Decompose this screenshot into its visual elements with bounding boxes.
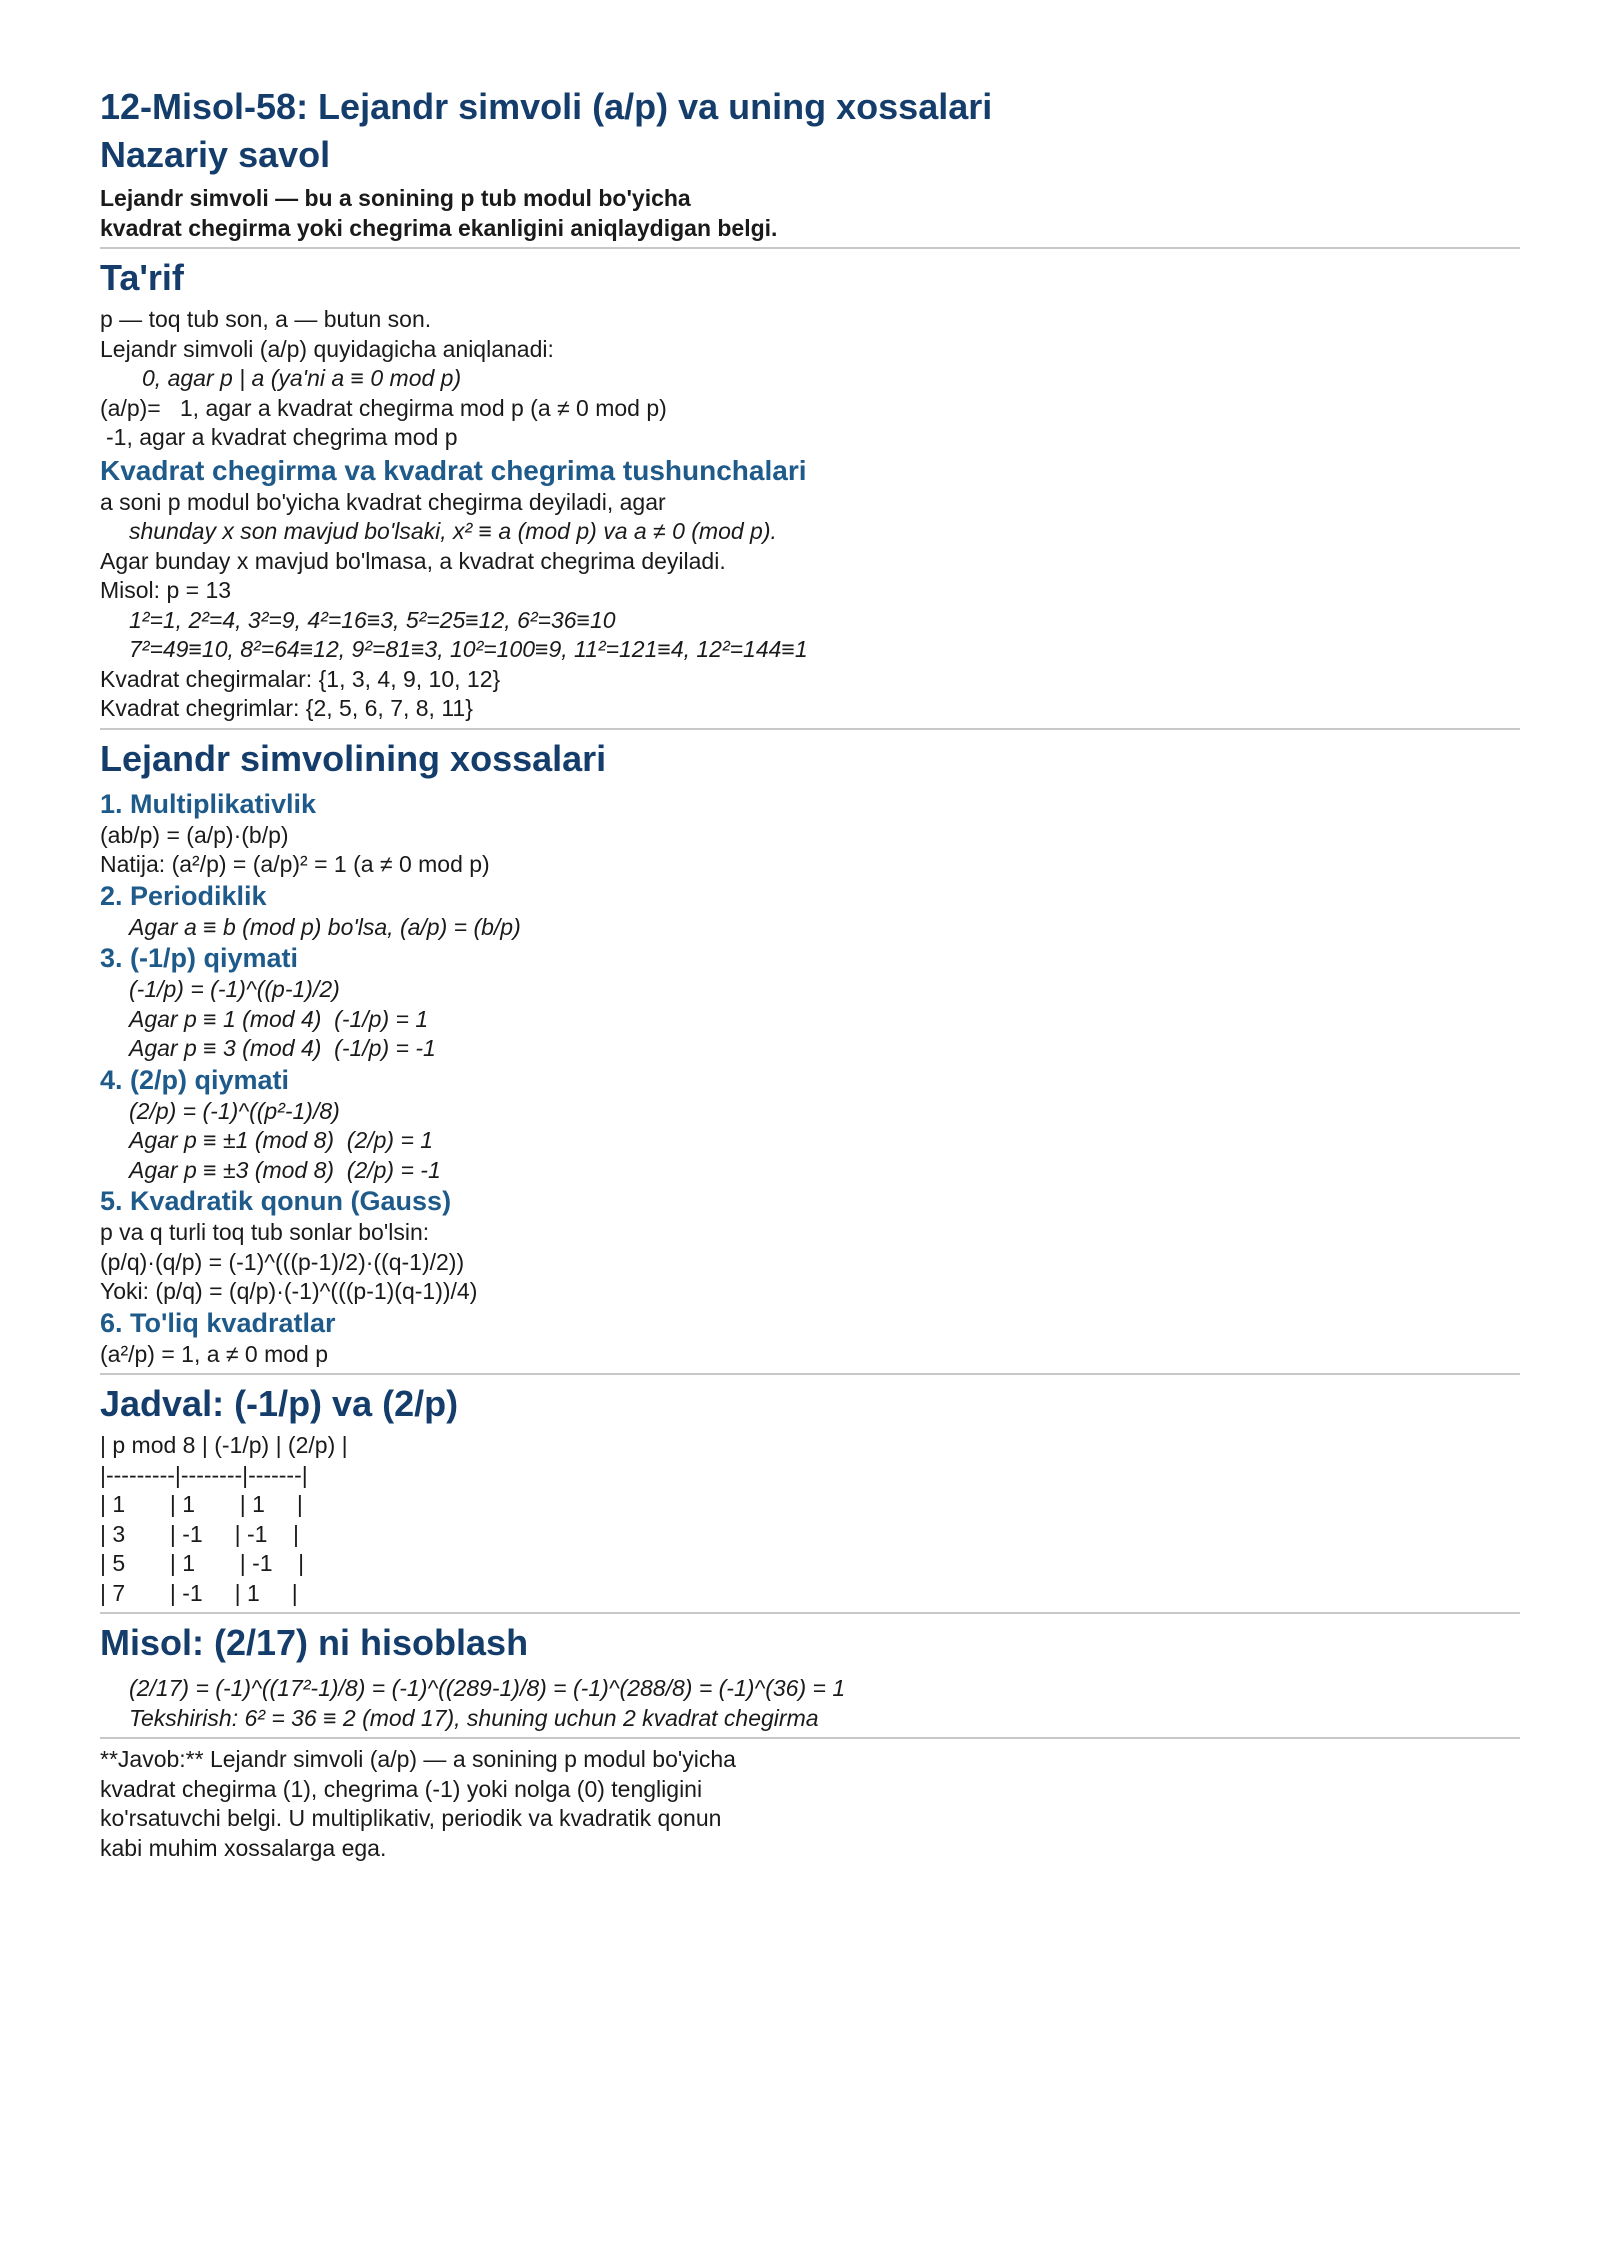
definition-body xyxy=(100,305,1520,453)
divider xyxy=(100,1612,1520,1614)
table-row: | 5 | 1 | -1 | xyxy=(100,1550,305,1576)
property-heading: 6. To'liq kvadratlar xyxy=(100,1307,336,1338)
table-row: | p mod 8 | (-1/p) | (2/p) | xyxy=(100,1432,348,1458)
property-heading: 5. Kvadratik qonun (Gauss) xyxy=(100,1186,452,1216)
question-line: kvadrat chegirma yoki chegrima ekanligini aniqlaydigan belgi. xyxy=(100,214,778,241)
definition-case-one: (a/p)= 1, agar a kvadrat chegirma mod p (a ≠ 0 mod p) xyxy=(100,394,667,421)
definition-heading: Ta'rif xyxy=(100,257,184,298)
squares-line: 1²=1, 2²=4, 3²=9, 4²=16≡3, 5²=25≡12, 6²=36≡10 xyxy=(129,606,616,633)
question-line: Lejandr simvoli — bu a sonining p tub modul bo'yicha xyxy=(100,185,691,211)
question-heading: Nazariy savol xyxy=(100,134,331,175)
definition-line: p — toq tub son, a — butun son. xyxy=(100,306,432,332)
example-heading: Misol: (2/17) ni hisoblash xyxy=(100,1622,529,1663)
property-heading: 1. Multiplikativlik xyxy=(100,788,317,819)
property-heading: 2. Periodiklik xyxy=(100,880,267,911)
property-line: Yoki: (p/q) = (q/p)·(-1)^(((p-1)(q-1))/4) xyxy=(100,1278,478,1304)
squares-line: 7²=49≡10, 8²=64≡12, 9²=81≡3, 10²=100≡9, 11²=121≡4, 12²=144≡1 xyxy=(129,636,808,662)
example-body xyxy=(100,1674,1520,1733)
divider xyxy=(100,1373,1520,1375)
property-line: (2/p) = (-1)^((p²-1)/8) xyxy=(129,1097,340,1124)
property-line: Agar p ≡ 3 (mod 4) (-1/p) = -1 xyxy=(129,1035,436,1061)
divider xyxy=(100,247,1520,249)
table-row: |---------|--------|-------| xyxy=(100,1461,308,1488)
property-line: Agar a ≡ b (mod p) bo'lsa, (a/p) = (b/p) xyxy=(129,913,521,940)
property-heading: 3. (-1/p) qiymati xyxy=(100,943,299,973)
table-heading: Jadval: (-1/p) va (2/p) xyxy=(100,1383,459,1424)
property-line: (ab/p) = (a/p)·(b/p) xyxy=(100,821,289,848)
divider xyxy=(100,728,1520,730)
table-row: | 7 | -1 | 1 | xyxy=(100,1579,298,1606)
answer-line: kabi muhim xossalarga ega. xyxy=(100,1834,387,1861)
question-text xyxy=(100,184,1520,243)
property-line: Agar p ≡ 1 (mod 4) (-1/p) = 1 xyxy=(129,1005,429,1032)
residues-line: Misol: p = 13 xyxy=(100,577,232,603)
property-heading: 4. (2/p) qiymati xyxy=(100,1064,290,1095)
residues-line: Agar bunday x mavjud bo'lmasa, a kvadrat chegrima deyiladi. xyxy=(100,547,726,574)
answer-line: **Javob:** Lejandr simvoli (a/p) — a sonining p modul bo'yicha xyxy=(100,1746,736,1772)
example-line: (2/17) = (-1)^((17²-1)/8) = (-1)^((289-1)/8) = (-1)^(288/8) = (-1)^(36) = 1 xyxy=(129,1675,846,1701)
answer-line: ko'rsatuvchi belgi. U multiplikativ, periodik va kvadratik qonun xyxy=(100,1805,722,1831)
properties-heading: Lejandr simvolining xossalari xyxy=(100,737,607,779)
example-line: Tekshirish: 6² = 36 ≡ 2 (mod 17), shuning uchun 2 kvadrat chegirma xyxy=(129,1704,819,1731)
definition-case-zero: 0, agar p | a (ya'ni a ≡ 0 mod p) xyxy=(142,365,462,391)
property-line: p va q turli toq tub sonlar bo'lsin: xyxy=(100,1219,430,1245)
table-row: | 1 | 1 | 1 | xyxy=(100,1491,303,1517)
page-title: 12-Misol-58: Lejandr simvoli (a/p) va uning xossalari xyxy=(100,86,993,127)
property-line: (p/q)·(q/p) = (-1)^(((p-1)/2)·((q-1)/2)) xyxy=(100,1248,465,1275)
residues-set: Kvadrat chegirmalar: {1, 3, 4, 9, 10, 12} xyxy=(100,665,501,692)
answer-line: kvadrat chegirma (1), chegrima (-1) yoki nolga (0) tengligini xyxy=(100,1775,703,1802)
property-line: Natija: (a²/p) = (a/p)² = 1 (a ≠ 0 mod p) xyxy=(100,851,490,877)
divider xyxy=(100,1737,1520,1739)
residues-heading: Kvadrat chegirma va kvadrat chegrima tushunchalari xyxy=(100,454,807,486)
definition-line: Lejandr simvoli (a/p) quyidagicha aniqlanadi: xyxy=(100,335,554,362)
property-line: Agar p ≡ ±3 (mod 8) (2/p) = -1 xyxy=(129,1156,441,1183)
residues-body xyxy=(100,488,1520,724)
table-row: | 3 | -1 | -1 | xyxy=(100,1520,300,1547)
residues-line: shunday x son mavjud bo'lsaki, x² ≡ a (mod p) va a ≠ 0 (mod p). xyxy=(129,518,777,544)
property-line: (a²/p) = 1, a ≠ 0 mod p xyxy=(100,1340,329,1367)
nonresidues-set: Kvadrat chegrimlar: {2, 5, 6, 7, 8, 11} xyxy=(100,695,473,721)
property-line: (-1/p) = (-1)^((p-1)/2) xyxy=(129,976,340,1002)
property-line: Agar p ≡ ±1 (mod 8) (2/p) = 1 xyxy=(129,1127,434,1153)
document-page xyxy=(100,82,1520,1863)
definition-case-minus-one: -1, agar a kvadrat chegrima mod p xyxy=(106,424,458,450)
answer-block xyxy=(100,1745,1520,1863)
text-table xyxy=(100,1431,1520,1608)
residues-line: a soni p modul bo'yicha kvadrat chegirma deyiladi, agar xyxy=(100,488,666,515)
